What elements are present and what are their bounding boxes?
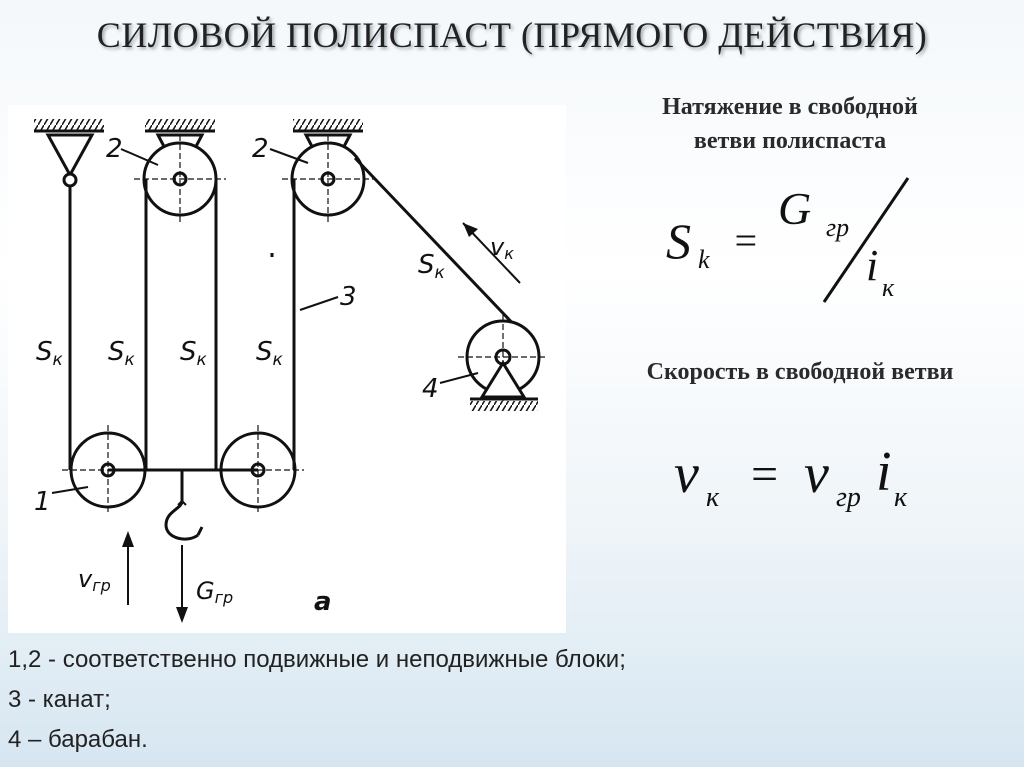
label-branch-force-1: Sк xyxy=(36,337,63,370)
speed-formula xyxy=(670,432,950,522)
formula-tension-eq: = xyxy=(732,218,759,263)
label-load-speed: vгр xyxy=(78,565,111,595)
formula-speed-rhs1-sub: гр xyxy=(836,482,861,513)
label-branch-force-2: Sк xyxy=(108,337,135,370)
tension-heading-line-2: ветви полиспаста xyxy=(693,128,887,154)
formula-tension-den: i xyxy=(866,241,879,290)
slide-title: СИЛОВОЙ ПОЛИСПАСТ (ПРЯМОГО ДЕЙСТВИЯ) xyxy=(96,15,928,55)
legend xyxy=(8,640,626,760)
pulley-schematic xyxy=(8,105,566,633)
formula-tension-lhs-sub: k xyxy=(698,245,710,274)
formula-speed-lhs-sub: к xyxy=(706,482,720,513)
drum xyxy=(458,315,548,411)
label-movable-block: 1 xyxy=(34,487,51,517)
label-figure-letter: a xyxy=(314,587,332,617)
fixed-pulley-b xyxy=(282,135,374,223)
label-drum: 4 xyxy=(422,374,439,404)
load-speed-arrow xyxy=(122,531,134,605)
ceiling-support-left xyxy=(34,119,104,186)
tension-heading-line-1: Натяжение в свободной xyxy=(662,94,918,120)
tension-heading xyxy=(585,90,995,158)
formula-tension-lhs: S xyxy=(666,213,691,269)
label-load-weight: Gгр xyxy=(196,577,234,607)
formula-tension-den-sub: к xyxy=(882,273,895,302)
label-free-speed: vк xyxy=(490,233,514,263)
label-fixed-block-b: 2 xyxy=(252,134,269,164)
label-branch-force-3: Sк xyxy=(180,337,207,370)
formula-speed-rhs1: v xyxy=(804,443,829,505)
speed-heading: Скорость в свободной ветви xyxy=(646,359,954,385)
formula-speed-rhs2: i xyxy=(876,441,892,503)
fixed-pulley-a xyxy=(134,135,226,223)
label-branch-force-free: Sк xyxy=(418,250,445,283)
formula-speed-lhs: v xyxy=(674,443,699,505)
label-branch-force-4: Sк xyxy=(256,337,283,370)
formula-tension-num: G xyxy=(778,183,812,234)
formula-speed-rhs2-sub: к xyxy=(894,482,908,513)
rope-branches xyxy=(70,158,520,470)
legend-item-drum: 4 – барабан. xyxy=(8,726,148,753)
legend-item-blocks: 1,2 - соответственно подвижные и неподвижные блоки; xyxy=(8,646,626,673)
branch-forces xyxy=(36,250,446,370)
label-fixed-block-a: 2 xyxy=(106,134,123,164)
label-rope: 3 xyxy=(340,282,357,312)
legend-item-rope: 3 - канат; xyxy=(8,686,111,713)
pulley-diagram xyxy=(8,105,566,633)
tension-formula xyxy=(660,170,920,310)
load-weight-arrow xyxy=(176,545,188,623)
formula-tension-num-sub: гр xyxy=(826,213,850,242)
formula-speed-eq: = xyxy=(748,448,781,501)
